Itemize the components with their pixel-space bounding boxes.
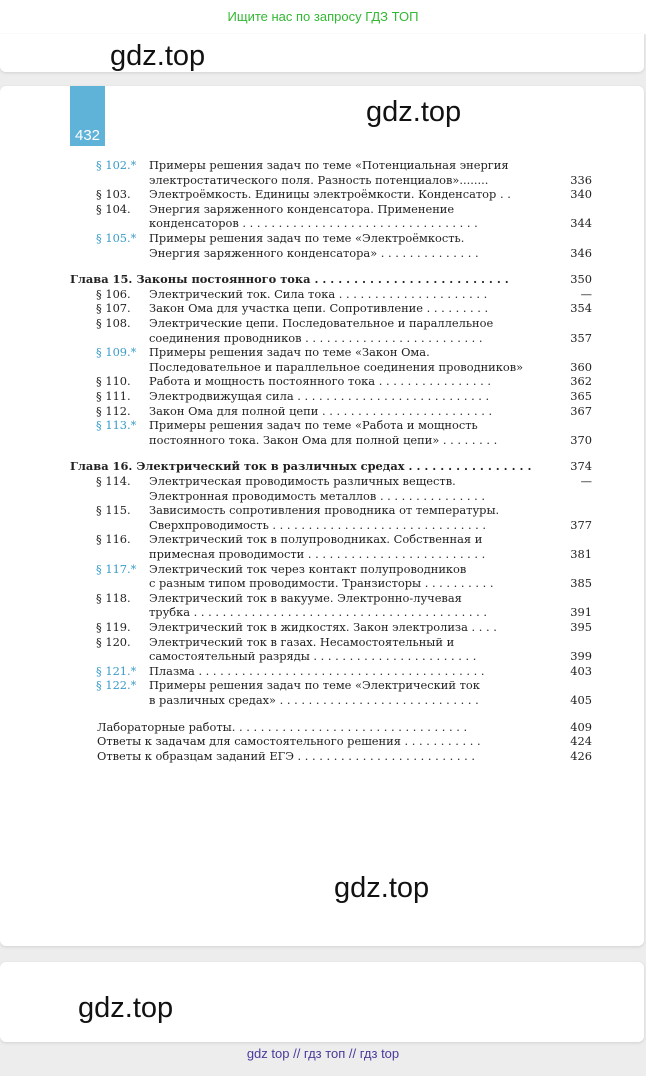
toc-entry[interactable] bbox=[0, 389, 646, 404]
toc-text: Электрический ток в вакууме. Электронно-лучевая bbox=[149, 590, 462, 605]
page-ref: 409 bbox=[570, 719, 592, 734]
section-number: § 114. bbox=[96, 474, 131, 488]
watermark: gdz.top bbox=[334, 872, 430, 904]
section-number: § 104. bbox=[96, 201, 131, 216]
toc-text: Последовательное и параллельное соединения проводников» bbox=[149, 359, 524, 374]
toc-entry[interactable] bbox=[0, 635, 646, 664]
section-number: § 109.* bbox=[96, 345, 137, 360]
toc-text: Электрический ток в газах. Несамостоятельный и bbox=[149, 634, 455, 649]
toc-text: Примеры решения задач по теме «Электрический ток bbox=[149, 678, 480, 693]
toc-entry[interactable] bbox=[0, 664, 646, 679]
section-number: § 103. bbox=[96, 187, 131, 202]
toc-text: Ответы к задачам для самостоятельного решения . . . . . . . . . . . bbox=[97, 734, 481, 749]
top-card bbox=[0, 34, 644, 72]
toc-text: самостоятельный разряды . . . . . . . . . . . . . . . . . . . . . . . bbox=[149, 649, 477, 664]
toc-text: Плазма . . . . . . . . . . . . . . . . . . . . . . . . . . . . . . . . . . . . . . . . bbox=[149, 663, 485, 678]
toc-entry[interactable] bbox=[0, 202, 646, 231]
toc-text: Электрический ток в жидкостях. Закон электролиза . . . . bbox=[149, 620, 497, 634]
page-ref: — bbox=[580, 286, 592, 301]
toc-text: примесная проводимости . . . . . . . . . . . . . . . . . . . . . . . . . bbox=[149, 546, 486, 561]
section-number: § 106. bbox=[96, 286, 131, 301]
toc-text: Электрические цепи. Последовательное и параллельное bbox=[149, 316, 494, 330]
toc-entry[interactable] bbox=[0, 404, 646, 419]
page-ref: 346 bbox=[570, 245, 592, 260]
page-ref: 370 bbox=[570, 432, 592, 447]
toc-text: соединения проводников . . . . . . . . . . . . . . . . . . . . . . . . . bbox=[149, 330, 483, 345]
toc-text: Электрический ток в полупроводниках. Собственная и bbox=[149, 532, 483, 547]
page-number: 432 bbox=[70, 86, 105, 146]
toc-entry[interactable] bbox=[0, 231, 646, 260]
page-ref: 354 bbox=[570, 301, 592, 316]
toc-entry[interactable] bbox=[0, 720, 646, 735]
toc-text: Сверхпроводимость . . . . . . . . . . . . . . . . . . . . . . . . . . . . . . bbox=[149, 517, 487, 532]
toc-entry[interactable] bbox=[0, 474, 646, 503]
toc-text: Примеры решения задач по теме «Потенциальная энергия bbox=[149, 158, 509, 172]
page-ref: 381 bbox=[570, 546, 592, 561]
toc-text: Электрический ток. Сила тока . . . . . . . . . . . . . . . . . . . . . bbox=[149, 286, 488, 301]
toc-text: трубка . . . . . . . . . . . . . . . . . . . . . . . . . . . . . . . . . . . . . . . . . bbox=[149, 605, 487, 620]
page-ref: 391 bbox=[570, 605, 592, 620]
toc-text: Электродвижущая сила . . . . . . . . . . . . . . . . . . . . . . . . . . . bbox=[149, 389, 490, 403]
toc-text: Энергия заряженного конденсатора» . . . . . . . . . . . . . . bbox=[149, 245, 479, 260]
toc-text: Примеры решения задач по теме «Закон Ома. bbox=[149, 345, 430, 360]
toc-entry[interactable] bbox=[0, 345, 646, 374]
toc-text: постоянного тока. Закон Ома для полной цепи» . . . . . . . . bbox=[149, 432, 498, 447]
page-ref: 360 bbox=[570, 359, 592, 374]
toc-entry[interactable] bbox=[0, 374, 646, 389]
page-ref: 336 bbox=[570, 172, 592, 187]
toc-text: в различных средах» . . . . . . . . . . . . . . . . . . . . . . . . . . . . bbox=[149, 692, 479, 707]
section-number: § 119. bbox=[96, 620, 131, 634]
page-ref: 357 bbox=[570, 330, 592, 345]
toc-text: Электроёмкость. Единицы электроёмкости. Конденсатор . . bbox=[149, 187, 511, 202]
toc-entry[interactable] bbox=[0, 678, 646, 707]
section-number: § 105.* bbox=[96, 231, 137, 245]
toc-entry[interactable] bbox=[0, 532, 646, 561]
toc-entry[interactable] bbox=[0, 503, 646, 532]
toc-entry[interactable] bbox=[0, 418, 646, 447]
footer-links[interactable]: gdz top // гдз топ // гдз top bbox=[246, 1046, 400, 1061]
toc-text: электростатического поля. Разность потенциалов»........ bbox=[149, 172, 489, 187]
page-ref: 362 bbox=[570, 374, 592, 389]
section-number: § 122.* bbox=[96, 678, 137, 693]
top-banner[interactable]: Ищите нас по запросу ГДЗ ТОП bbox=[0, 0, 646, 34]
toc-text: Закон Ома для полной цепи . . . . . . . . . . . . . . . . . . . . . . . . bbox=[149, 403, 493, 418]
watermark: gdz.top bbox=[110, 40, 206, 72]
page-ref: 385 bbox=[570, 576, 592, 591]
toc-text: Закон Ома для участка цепи. Сопротивление . . . . . . . . . bbox=[149, 301, 489, 316]
toc-text: Энергия заряженного конденсатора. Применение bbox=[149, 201, 455, 216]
toc-text: Лабораторные работы. . . . . . . . . . . . . . . . . . . . . . . . . . . . . . . . . bbox=[97, 719, 468, 734]
toc-entry[interactable] bbox=[0, 749, 646, 764]
page-ref: 340 bbox=[570, 187, 592, 202]
toc-text: Примеры решения задач по теме «Работа и мощность bbox=[149, 418, 478, 433]
page-ref: 405 bbox=[570, 692, 592, 707]
section-number: § 112. bbox=[96, 403, 131, 418]
toc-text: Электрический ток через контакт полупроводников bbox=[149, 561, 467, 576]
page-ref: 365 bbox=[570, 389, 592, 403]
toc-entry[interactable] bbox=[0, 287, 646, 302]
page-ref: 399 bbox=[570, 649, 592, 664]
page-ref: 374 bbox=[570, 459, 592, 474]
toc-text: Примеры решения задач по теме «Электроёмкость. bbox=[149, 231, 465, 245]
page-ref: 424 bbox=[570, 734, 592, 749]
toc-text: Электрическая проводимость различных веществ. bbox=[149, 474, 456, 488]
watermark: gdz.top bbox=[366, 96, 462, 128]
section-number: § 113.* bbox=[96, 418, 137, 433]
section-number: § 102.* bbox=[96, 158, 137, 172]
toc-entry[interactable] bbox=[0, 272, 646, 287]
watermark: gdz.top bbox=[78, 992, 174, 1024]
toc-entry[interactable] bbox=[0, 158, 646, 187]
section-number: § 110. bbox=[96, 374, 131, 389]
section-number: § 111. bbox=[96, 389, 131, 403]
toc-entry[interactable] bbox=[0, 187, 646, 202]
chapter-title: Глава 15. Законы постоянного тока . . . . . . . . . . . . . . . . . . . . . . . . . bbox=[70, 272, 509, 287]
toc-text: Электронная проводимость металлов . . . . . . . . . . . . . . . bbox=[149, 488, 485, 503]
page-ref: 344 bbox=[570, 216, 592, 231]
section-number: § 116. bbox=[96, 532, 131, 547]
page-ref: 395 bbox=[570, 620, 592, 634]
toc-entry[interactable] bbox=[0, 459, 646, 474]
page-ref: 403 bbox=[570, 663, 592, 678]
section-number: § 118. bbox=[96, 590, 131, 605]
section-number: § 117.* bbox=[96, 561, 137, 576]
toc-text: Ответы к образцам заданий ЕГЭ . . . . . . . . . . . . . . . . . . . . . . . . . bbox=[97, 748, 475, 763]
toc-text: с разным типом проводимости. Транзисторы . . . . . . . . . . bbox=[149, 576, 494, 591]
toc-text: конденсаторов . . . . . . . . . . . . . . . . . . . . . . . . . . . . . . . . . bbox=[149, 216, 478, 231]
toc-entry[interactable] bbox=[0, 620, 646, 635]
toc-text: Зависимость сопротивления проводника от температуры. bbox=[149, 503, 500, 518]
chapter-title: Глава 16. Электрический ток в различных средах . . . . . . . . . . . . . . . . bbox=[70, 459, 532, 474]
section-number: § 121.* bbox=[96, 663, 137, 678]
page-ref: 350 bbox=[570, 272, 592, 287]
toc-entry[interactable] bbox=[0, 562, 646, 591]
toc-entry[interactable] bbox=[0, 591, 646, 620]
toc-entry[interactable] bbox=[0, 734, 646, 749]
section-number: § 108. bbox=[96, 316, 131, 330]
toc-text: Работа и мощность постоянного тока . . . . . . . . . . . . . . . . bbox=[149, 374, 491, 389]
section-number: § 115. bbox=[96, 503, 131, 518]
toc-entry[interactable] bbox=[0, 301, 646, 316]
page-ref: 377 bbox=[570, 517, 592, 532]
page-ref: 426 bbox=[570, 748, 592, 763]
page-ref: 367 bbox=[570, 403, 592, 418]
page-ref: — bbox=[580, 474, 592, 488]
section-number: § 107. bbox=[96, 301, 131, 316]
toc-entry[interactable] bbox=[0, 316, 646, 345]
section-number: § 120. bbox=[96, 634, 131, 649]
